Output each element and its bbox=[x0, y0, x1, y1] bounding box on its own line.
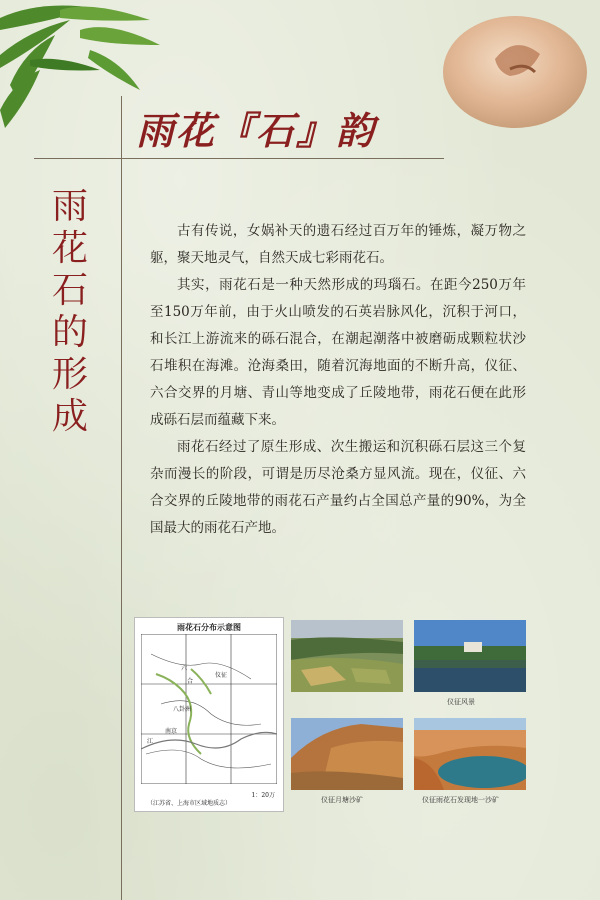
paragraph-1: 古有传说，女娲补天的遗石经过百万年的锤炼，凝万物之躯，聚天地灵气，自然天成七彩雨花石。 bbox=[150, 223, 526, 266]
map-label: 仪征 bbox=[215, 672, 228, 679]
map-label: 南京 bbox=[165, 728, 178, 735]
paragraph-2: 其实，雨花石是一种天然形成的玛瑙石。在距今250万年至150万年前，由于火山喷发的石英岩脉风化，沉积于河口，和长江上游流来的砾石混合，在潮起潮落中被磨砺成颗粒状沙石堆积在海滩。沧海桑田，随着沉海地面的不断升高，仪征、六合交界的月塘、青山等地变成了丘陵地带，雨花石便在此形成砾石层而蕴藏下来。 bbox=[150, 277, 526, 428]
vertical-divider bbox=[121, 96, 122, 900]
rain-flower-stone-image bbox=[440, 14, 590, 134]
section-heading: 雨花石的形成 bbox=[51, 186, 88, 437]
map-label: 六 bbox=[181, 665, 188, 672]
aerial-landscape-photo bbox=[291, 620, 403, 692]
map-label: 八卦洲 bbox=[173, 706, 192, 713]
title-divider bbox=[34, 158, 444, 159]
paragraph-3: 雨花石经过了原生形成、次生搬运和沉积砾石层这三个复杂而漫长的阶段，可谓是历尽沧桑方显风流。现在，仪征、六合交界的丘陵地带的雨花石产量约占全国总产量的90%，为全国最大的雨花石产地。 bbox=[150, 439, 526, 536]
caption-landscape: 仪征风景 bbox=[447, 698, 475, 706]
moon-pond-sand-mine-photo bbox=[291, 718, 403, 790]
map-source: （江苏省、上海市区域地质志） bbox=[147, 800, 232, 807]
map-scale: 1：20万 bbox=[251, 792, 275, 799]
discovery-sand-mine-photo bbox=[414, 718, 526, 790]
page-title: 雨花『石』韵 bbox=[136, 108, 377, 153]
lake-landscape-photo bbox=[414, 620, 526, 692]
map-label: 合 bbox=[187, 678, 194, 685]
caption-mine-1: 仪征月塘沙矿 bbox=[321, 796, 363, 804]
map-label: 江 bbox=[147, 738, 154, 745]
map-title: 雨花石分布示意图 bbox=[177, 622, 241, 632]
caption-mine-2: 仪征雨花石发现地一沙矿 bbox=[422, 796, 499, 804]
distribution-map bbox=[134, 617, 284, 812]
map-drawing bbox=[141, 634, 277, 784]
article-body bbox=[150, 218, 526, 542]
